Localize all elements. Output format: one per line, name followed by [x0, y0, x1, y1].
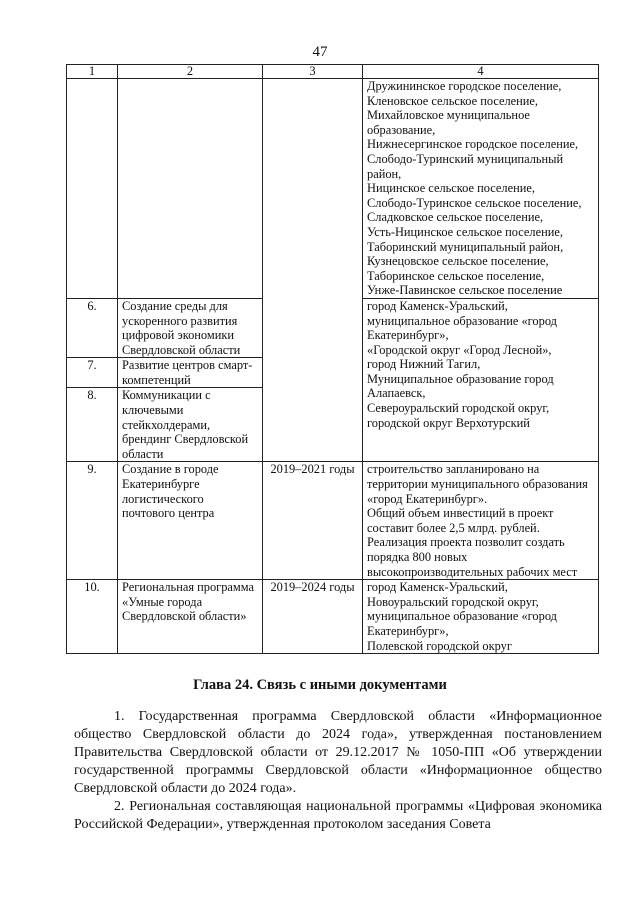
row-cont-num [67, 79, 118, 299]
row10-municipalities: город Каменск-Уральский, Новоуральский городской округ, муниципальное образование «город Екатеринбург», Полевской городской округ [363, 580, 599, 654]
row9-num: 9. [67, 462, 118, 580]
row-cont-municipalities: Дружининское городское поселение, Кленовское сельское поселение, Михайловское муниципальное образование, Нижнесергинское городское поселение, Слободо-Туринский муниципальный район, Ницинское сельское поселение, Слободо-Туринское сельское поселение, Сладковское сельское поселение, Усть-Ницинское сельское поселение, Таборинский муниципальный район, Кузнецовское сельское поселение, Таборинское сельское поселение, Унже-Павинское сельское поселение [363, 79, 599, 299]
header-col-2: 2 [118, 65, 263, 79]
row9-period: 2019–2021 годы [263, 462, 363, 580]
row9-name: Создание в городе Екатеринбурге логистического почтового центра [118, 462, 263, 580]
table-row-continued [67, 79, 599, 299]
page-number: 47 [312, 44, 328, 60]
table-row-9 [67, 462, 599, 580]
measures-table [66, 64, 599, 654]
row8-name: Коммуникации с ключевыми стейкхолдерами, брендинг Свердловской области [118, 388, 263, 462]
row10-name: Региональная программа «Умные города Свердловской области» [118, 580, 263, 654]
row7-num: 7. [67, 358, 118, 388]
row6-num: 6. [67, 298, 118, 357]
header-col-1: 1 [67, 65, 118, 79]
row10-num: 10. [67, 580, 118, 654]
chapter-title: Глава 24. Связь с иными документами [193, 677, 447, 693]
table-header-row [67, 65, 599, 79]
header-col-4: 4 [363, 65, 599, 79]
row7-name: Развитие центров смарт-компетенций [118, 358, 263, 388]
paragraph-2: 2. Региональная составляющая национальной программы «Цифровая экономика Российской Федерации», утвержденная протоколом заседания Совета [74, 799, 602, 832]
row10-period: 2019–2024 годы [263, 580, 363, 654]
row8-num: 8. [67, 388, 118, 462]
row9-description: строительство запланировано на территории муниципального образования «город Екатеринбург». Общий объем инвестиций в проект составит более 2,5 млрд. рублей. Реализация проекта позволит создать порядка 800 новых высокопроизводительных рабочих мест [363, 462, 599, 580]
row6-name: Создание среды для ускоренного развития цифровой экономики Свердловской области [118, 298, 263, 357]
paragraph-1: 1. Государственная программа Свердловской области «Информационное общество Свердловской области до 2024 года», утвержденная постановлением Правительства Свердловской области от 29.12.2017 № 1050-ПП «Об утверждении государственной программы Свердловской области «Информационное общество Свердловской области до 2024 года». [74, 709, 602, 796]
row-cont-period [263, 79, 363, 462]
header-col-3: 3 [263, 65, 363, 79]
row-cont-name [118, 79, 263, 299]
row6-8-municipalities: город Каменск-Уральский, муниципальное образование «город Екатеринбург», «Городской округ «Город Лесной», город Нижний Тагил, Муниципальное образование город Алапаевск, Североуральский городской округ, городской округ Верхотурский [363, 298, 599, 462]
table-row-10 [67, 580, 599, 654]
